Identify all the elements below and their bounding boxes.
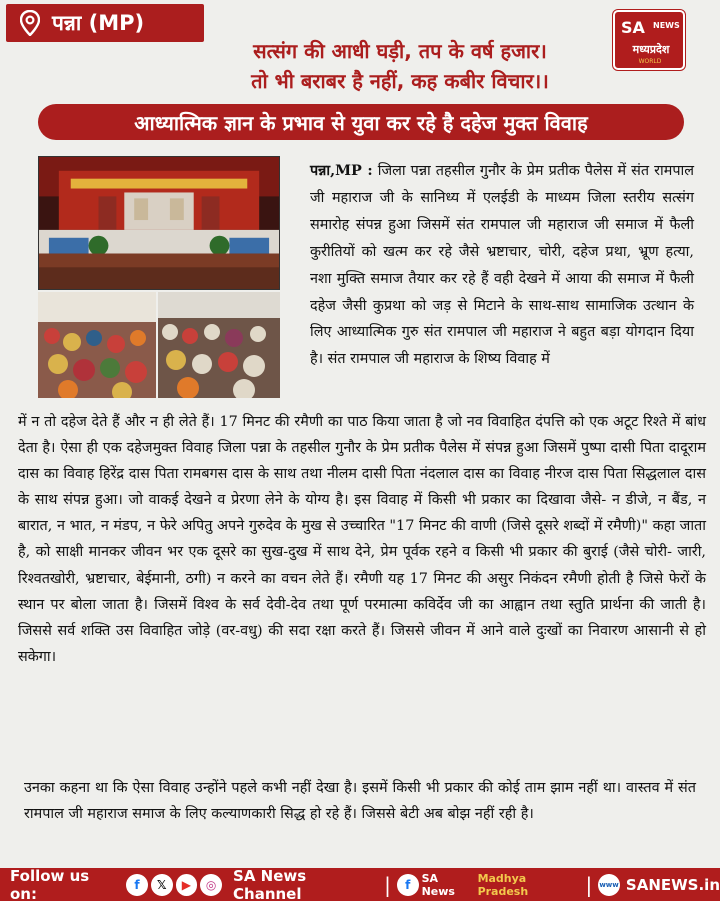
article-dateline: पन्ना,MP : [310,162,373,179]
crowd-photo-1 [38,292,156,398]
footer-bar [0,868,720,901]
x-twitter-icon[interactable]: 𝕏 [151,874,173,896]
youtube-icon[interactable]: ▶ [176,874,198,896]
footer-divider: | [585,872,593,897]
website-link[interactable]: SANEWS.in [625,875,720,894]
location-pin-icon [20,10,40,36]
location-label: पन्ना (MP) [52,11,145,35]
article-body: में न तो दहेज देते हैं और न ही लेते हैं। 17 मिनट की रमैणी का पाठ किया जाता है जो नव विवाहित दंपत्ति को एक अटूट रिश्ते में बांध देता है। ऐसा ही एक दहेजमुक्त विवाह जिला पन्ना के तहसील गुनौर के प्रेम प्रतीक पैलेस में संपन्न हुआ जिसमें पुष्पा दासी पिता दादूराम दास का विवाह हिरेंद्र दास पिता रामबगस दास के साथ तथा नीलम दासी पिता नंदलाल दास का विवाह नीरज दास पिता सिद्धलाल दास के साथ संपन्न हुआ। जो वाकई देखने व प्रेरणा लेने के योग्य है। इस विवाह में किसी भी प्रकार का दिखावा जैसे- न डीजे, न बैंड, न बारात, न भात, न मंडप, न फेरे अपितु अपने गुरुदेव के मुख से उच्चारित "17 मिनट की वाणी (जिसे दूसरे शब्दों में रमैणी)" कहा जाता है, को साक्षी मानकर जीवन भर एक दूसरे का सुख-दुख में साथ देने, प्रेम पूर्वक रहने व किसी भी प्रकार की बुराई (जैसे चोरी- जारी, रिश्वतखोरी, भ्रष्टाचार, बेईमानी, ठगी) न करने का वचन लेते हैं। रमैणी यह 17 मिनट की असुर निकंदन रमैणी होती है जिसे फेरों के स्थान पर बोला जाता है। जिसमें विश्व के सर्व देवी-देव तथा पूर्ण परमात्मा कविर्देव जी का आह्वान तथा स्तुति प्रार्थना की जाती है। जिससे सर्व शक्ति उस विवाहित जोड़े (वर-वधु) की सदा रक्षा करते हैं। जिससे जीवन में आने वाले दुःखों का निवारण आसानी से हो सकेगा। [18,414,706,665]
quote-line-2: तो भी बराबर है नहीं, कह कबीर विचार।। [251,69,549,93]
footer-divider: | [384,872,391,897]
logo-news: NEWS [653,21,680,30]
crowd-photo-2 [158,292,280,398]
instagram-icon[interactable]: ◎ [200,874,222,896]
quote-line-1: सत्संग की आधी घड़ी, तप के वर्ष हजार। [253,39,547,63]
article-intro-text: जिला पन्ना तहसील गुनौर के प्रेम प्रतीक पैलेस में संत रामपाल जी महाराज जी के सानिध्य में एलईडी के माध्यम जिला स्तरीय सत्संग समारोह संपन्न हुआ जिसमें संत रामपाल जी महाराज जी समाज में फैली कुरीतियों को खत्म कर रहे जैसे भ्रष्टाचार, चोरी, दहेज प्रथा, भ्रूण हत्या, नशा मुक्ति समाज तैयार कर रहे हैं वही देखने में आया की समाज में फैली दहेज जैसी कुप्रथा को जड़ से मिटाने के साथ-साथ सामाजिक उत्थान के लिए आध्यात्मिक गुरु संत रामपाल जी महाराज ने बहुत बड़ा योगदान दिया है। संत रामपाल जी महाराज के शिष्य विवाह में [310,163,695,368]
sa-news-logo [613,10,685,70]
article-closing: उनका कहना था कि ऐसा विवाह उन्होंने पहले कभी नहीं देखा है। इसमें किसी भी प्रकार की कोई ताम झाम नहीं था। वास्तव में संत रामपाल जी महाराज समाज के लिए कल्याणकारी सिद्ध हो रहे हैं। जिससे बेटी अब बोझ नहीं रही है। [24,780,696,822]
location-tag [6,4,204,42]
satsang-stage-photo [38,156,280,290]
facebook-icon[interactable]: f [126,874,148,896]
logo-region: मध्यप्रदेश [632,43,670,56]
mp-page-suffix[interactable]: Madhya Pradesh [477,871,529,898]
mp-page-prefix[interactable]: SA News [421,871,455,898]
channel-name[interactable]: SA News Channel [233,866,307,901]
logo-tag: WORLD [638,58,662,65]
logo-sa: SA [621,18,645,37]
facebook-icon[interactable]: f [397,874,419,896]
headline-banner: आध्यात्मिक ज्ञान के प्रभाव से युवा कर रहे है दहेज मुक्त विवाह [38,104,684,140]
globe-icon: www [598,874,620,896]
article-intro [310,158,694,373]
kabir-quote [200,36,600,96]
follow-label: Follow us on: [10,866,90,901]
